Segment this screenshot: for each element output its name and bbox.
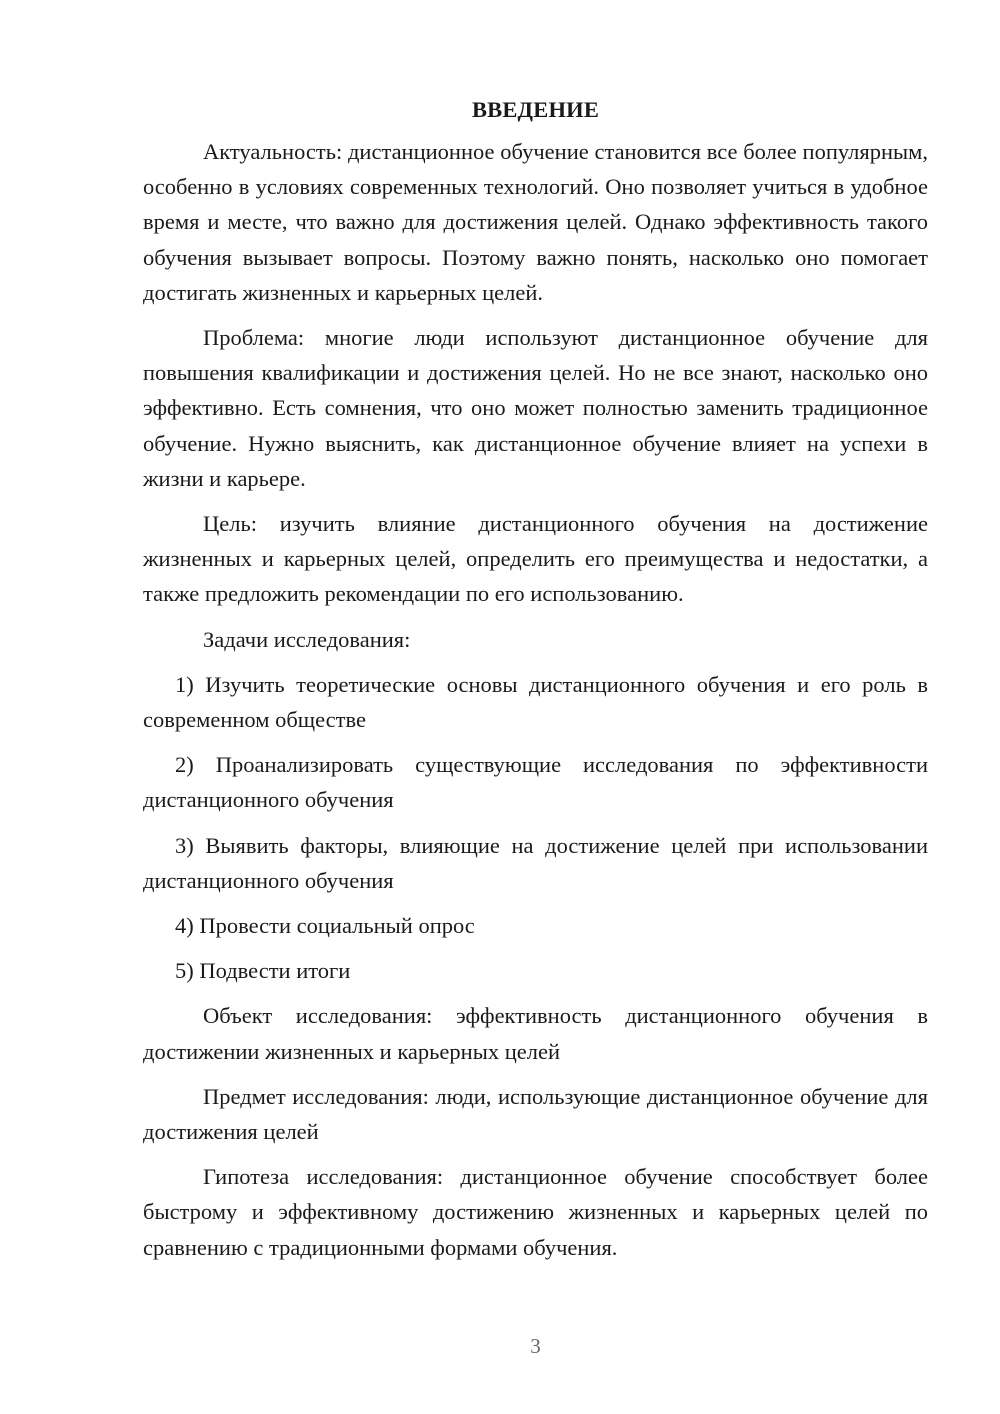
page-title: ВВЕДЕНИЕ [471, 97, 600, 122]
tasks-heading: Задачи исследования: [203, 626, 411, 652]
paragraph-hypothesis: Гипотеза исследования: дистанционное обучение способствует более быстрому и эффективному достижению жизненных и карьерных целей по сравнению с традиционными формами обучения. [143, 1164, 928, 1260]
page-number: 3 [530, 1334, 541, 1358]
task-item: 4) Провести социальный опрос [175, 913, 475, 939]
document-page [143, 92, 928, 1275]
task-item: 5) Подвести итоги [175, 958, 351, 984]
paragraph-object: Объект исследования: эффективность дистанционного обучения в достижении жизненных и карьерных целей [143, 1003, 928, 1064]
task-item: 3) Выявить факторы, влияющие на достижение целей при использовании дистанционного обучения [143, 832, 928, 893]
paragraph-problem: Проблема: многие люди используют дистанционное обучение для повышения квалификации и достижения целей. Но не все знают, насколько оно эффективно. Есть сомнения, что оно может полностью заменить традиционное обучение. Нужно выяснить, как дистанционное обучение влияет на успехи в жизни и карьере. [143, 325, 928, 491]
paragraph-goal: Цель: изучить влияние дистанционного обучения на достижение жизненных и карьерных целей, определить его преимущества и недостатки, а также предложить рекомендации по его использованию. [143, 511, 928, 607]
paragraph-subject: Предмет исследования: люди, использующие дистанционное обучение для достижения целей [143, 1083, 928, 1145]
paragraph-relevance: Актуальность: дистанционное обучение становится все более популярным, особенно в условиях современных технологий. Оно позволяет учиться в удобное время и месте, что важно для достижения целей. Однако эффективность такого обучения вызывает вопросы. Поэтому важно понять, насколько оно помогает достигать жизненных и карьерных целей. [143, 139, 928, 305]
task-item: 1) Изучить теоретические основы дистанционного обучения и его роль в современном обществе [143, 671, 928, 733]
task-item: 2) Проанализировать существующие исследования по эффективности дистанционного обучения [143, 752, 928, 813]
